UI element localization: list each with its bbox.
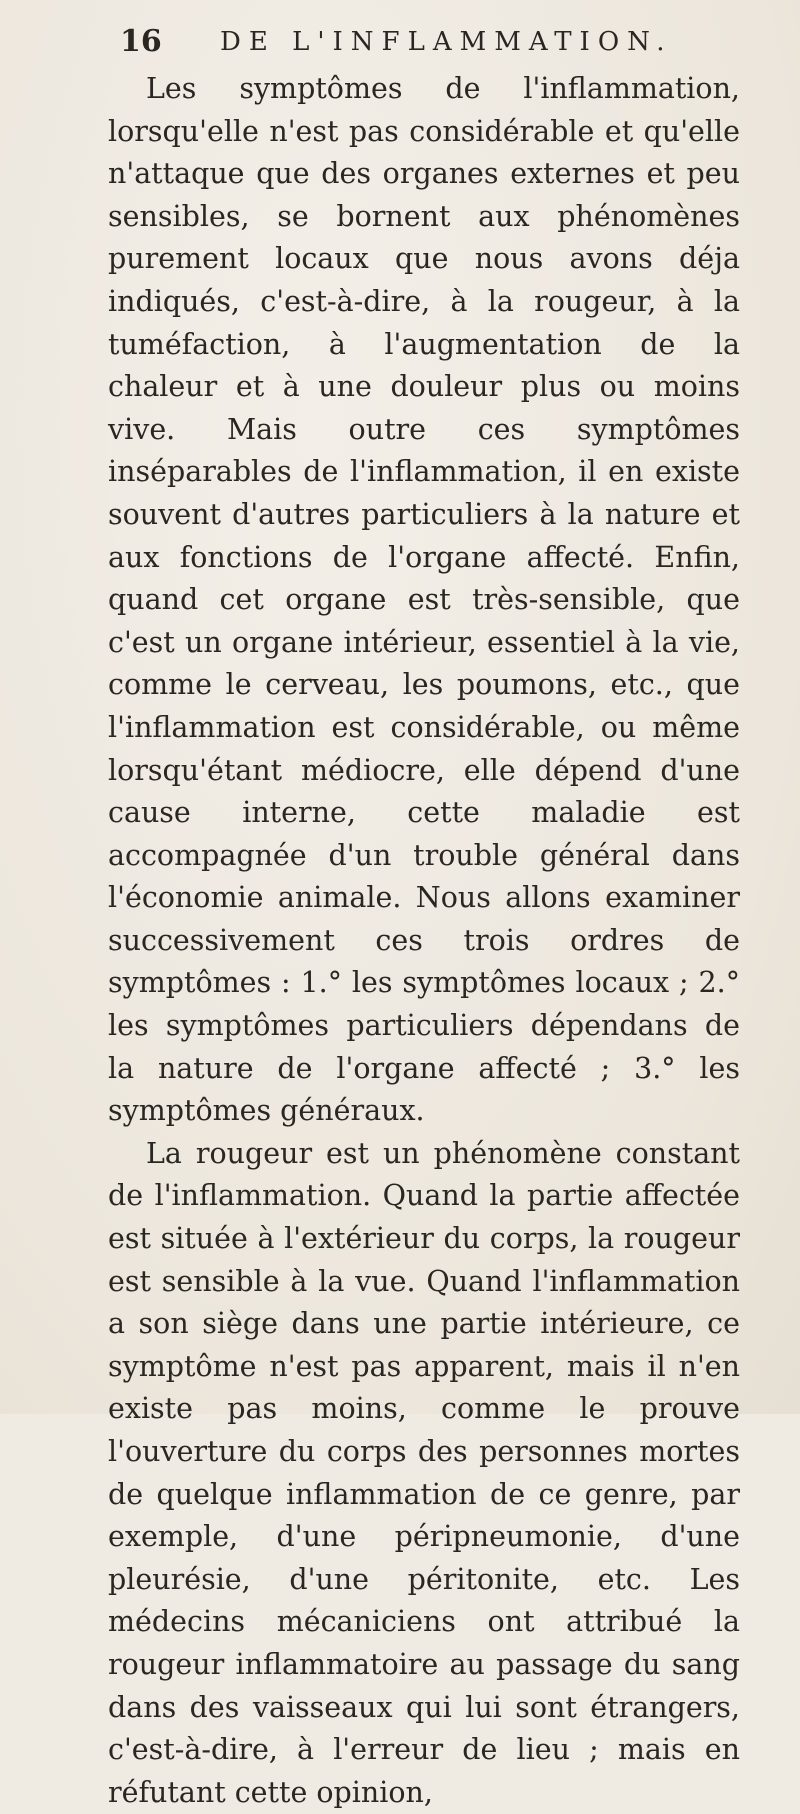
body-text xyxy=(108,68,740,1814)
running-head xyxy=(120,22,740,62)
paragraph-symptoms-overview: Les symptômes de l'inflammation, lorsqu'elle n'est pas considérable et qu'elle n'attaque que des organes externes et peu sensibles, se bornent aux phénomènes purement locaux que nous avons déja indiqués, c'est-à-dire, à la rougeur, à la tuméfaction, à l'augmentation de la chaleur et à une douleur plus ou moins vive. Mais outre ces symptômes inséparables de l'inflammation, il en existe souvent d'autres particuliers à la nature et aux fonctions de l'organe affecté. Enfin, quand cet organe est très-sensible, que c'est un organe intérieur, essentiel à la vie, comme le cerveau, les poumons, etc., que l'inflammation est considérable, ou même lorsqu'étant médiocre, elle dépend d'une cause interne, cette maladie est accompagnée d'un trouble général dans l'économie animale. Nous allons examiner successivement ces trois ordres de symptômes : 1.° les symptômes locaux ; 2.° les symptômes particuliers dépendans de la nature de l'organe affecté ; 3.° les symptômes généraux. xyxy=(108,72,740,1128)
paragraph-redness: La rougeur est un phénomène constant de l'inflammation. Quand la partie affectée est située à l'extérieur du corps, la rougeur est sensible à la vue. Quand l'inflammation a son siège dans une partie intérieure, ce symptôme n'est pas apparent, mais il n'en existe pas moins, comme le prouve l'ouverture du corps des personnes mortes de quelque inflammation de ce genre, par exemple, d'une péripneumonie, d'une pleurésie, d'une péritonite, etc. Les médecins mécaniciens ont attribué la rougeur inflammatoire au passage du sang dans des vaisseaux qui lui sont étrangers, c'est-à-dire, à l'erreur de lieu ; mais en réfutant cette opinion, xyxy=(108,1136,740,1809)
running-title: DE L'INFLAMMATION. xyxy=(220,27,673,57)
page-number: 16 xyxy=(120,24,162,59)
